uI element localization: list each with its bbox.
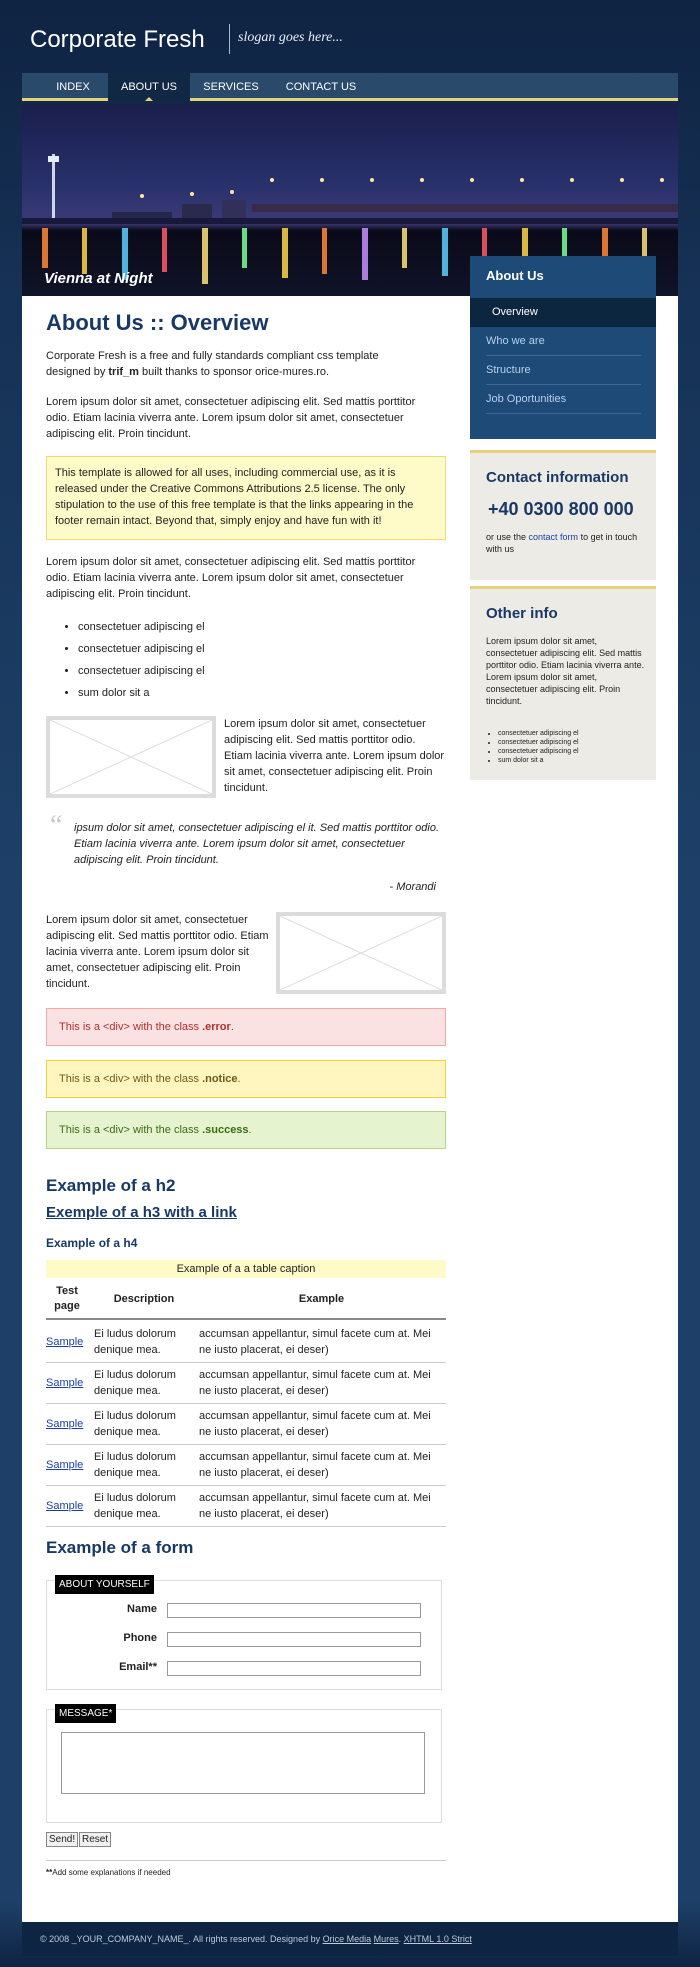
- footer-link-mures[interactable]: Mures: [373, 1934, 399, 1944]
- period: .: [230, 1021, 234, 1033]
- period: .: [248, 1124, 252, 1136]
- notice-class: .notice: [202, 1073, 238, 1085]
- legend-about-yourself: ABOUT YOURSELF: [55, 1575, 154, 1594]
- error-message: [46, 1008, 446, 1046]
- header: [0, 0, 700, 72]
- image-placeholder: [276, 912, 446, 994]
- blockquote: ipsum dolor sit amet, consectetuer adipiscing el it. Sed mattis porttitor odio. Etiam lacinia viverra ante. Lorem ipsum dolor sit amet, consectetuer adipiscing elit. Proin tincidunt.: [74, 822, 440, 866]
- success-message: [46, 1111, 446, 1149]
- contact-note-prefix: or use the: [486, 532, 529, 542]
- contact-note-suffix: to get in touch with us: [486, 532, 638, 554]
- list-item: • consectetuer adipiscing el: [498, 738, 579, 747]
- footer-copyright: © 2008 _YOUR_COMPANY_NAME_. All rights reserved. Designed by: [40, 1934, 323, 1944]
- send-button[interactable]: Send!: [46, 1832, 78, 1847]
- row-example: accumsan appellantur, simul facete cum at. Mei ne iusto placerat, ei deser): [199, 1369, 431, 1397]
- period: .: [237, 1073, 241, 1085]
- contact-info-box: [470, 450, 656, 580]
- table-row: [46, 1363, 446, 1404]
- row-description: Ei ludus dolorum denique mea.: [94, 1328, 176, 1356]
- fieldset-about-yourself: [46, 1580, 442, 1690]
- phone-label: Phone: [123, 1632, 157, 1644]
- intro-prefix: Corporate Fresh is a free and fully standards compliant css template designed by: [46, 350, 379, 378]
- intro-author: trif_m: [108, 366, 139, 378]
- error-class: .error: [202, 1021, 231, 1033]
- intro-paragraph: [46, 348, 426, 380]
- row-description: Ei ludus dolorum denique mea.: [94, 1410, 176, 1438]
- license-notice-box: This template is allowed for all uses, including commercial use, as it is released under the Creative Commons Attributions 2.5 license. The only stipulation to the use of this free template is that the links appearing in the footer remain intact. Beyond that, simply enjoy and have fun with it!: [46, 456, 446, 540]
- page-title: About Us :: Overview: [46, 310, 269, 335]
- other-info-title: Other info: [486, 605, 558, 622]
- footer-link-orice-media[interactable]: Orice Media: [322, 1934, 372, 1944]
- footnote-text: Add some explanations if needed: [52, 1868, 171, 1877]
- slogan: slogan goes here...: [238, 30, 343, 45]
- form-footnote: [46, 1868, 171, 1877]
- footer-separator: .: [398, 1934, 404, 1944]
- contact-note: [486, 531, 646, 555]
- message-textarea[interactable]: [61, 1732, 425, 1794]
- table-row: [46, 1445, 446, 1486]
- h3-example-link[interactable]: Exemple of a h3 with a link: [46, 1204, 237, 1221]
- email-label: Email**: [119, 1661, 157, 1673]
- sample-link[interactable]: Sample: [46, 1418, 84, 1430]
- quote-author: - Morandi: [389, 881, 436, 893]
- bullet-list: [78, 616, 205, 704]
- contact-phone: +40 0300 800 000: [488, 499, 634, 519]
- other-info-text: Lorem ipsum dolor sit amet, consectetuer adipiscing elit. Sed mattis porttitor odio. Etiam lacinia viverra ante. Lorem ipsum dolor sit amet, consectetuer adipiscing elit. Proin tincidunt.: [486, 636, 645, 706]
- row-description: Ei ludus dolorum denique mea.: [94, 1492, 176, 1520]
- name-label: Name: [127, 1603, 157, 1615]
- list-item: • sum dolor sit a: [498, 756, 579, 765]
- list-item: • sum dolor sit a: [78, 682, 205, 704]
- phone-field[interactable]: [167, 1632, 421, 1647]
- image-text-2: Lorem ipsum dolor sit amet, consectetuer adipiscing elit. Sed mattis porttitor odio. Etiam lacinia viverra ante. Lorem ipsum dolor sit amet, consectetuer adipiscing elit. Proin tincidunt.: [46, 914, 269, 990]
- legend-message: MESSAGE*: [55, 1704, 116, 1723]
- other-info-box: [470, 586, 656, 780]
- lorem-paragraph-2: Lorem ipsum dolor sit amet, consectetuer adipiscing elit. Sed mattis porttitor odio. Etiam lacinia viverra ante. Lorem ipsum dolor sit amet, consectetuer adipiscing elit. Proin tincidunt.: [46, 556, 416, 600]
- list-item: • consectetuer adipiscing el: [78, 660, 205, 682]
- intro-suffix: built thanks to sponsor orice-mures.ro.: [138, 366, 330, 378]
- sidebar-item-who-we-are[interactable]: Who we are: [486, 327, 641, 356]
- error-prefix: This is a <div> with the class: [59, 1021, 203, 1033]
- row-example: accumsan appellantur, simul facete cum at. Mei ne iusto placerat, ei deser): [199, 1410, 431, 1438]
- sample-link[interactable]: Sample: [46, 1377, 84, 1389]
- row-example: accumsan appellantur, simul facete cum at. Mei ne iusto placerat, ei deser): [199, 1451, 431, 1479]
- row-description: Ei ludus dolorum denique mea.: [94, 1451, 176, 1479]
- title-divider: [229, 24, 230, 54]
- sidebar-item-structure[interactable]: Structure: [486, 356, 641, 385]
- main-nav: [22, 73, 678, 101]
- email-field[interactable]: [167, 1661, 421, 1676]
- reset-button[interactable]: Reset: [79, 1832, 111, 1847]
- placeholder-cross-icon: [50, 720, 212, 794]
- site-title[interactable]: Corporate Fresh: [30, 26, 205, 53]
- row-example: accumsan appellantur, simul facete cum at. Mei ne iusto placerat, ei deser): [199, 1492, 431, 1520]
- row-example: accumsan appellantur, simul facete cum at. Mei ne iusto placerat, ei deser): [199, 1328, 431, 1356]
- contact-title: Contact information: [486, 469, 629, 486]
- notice-prefix: This is a <div> with the class: [59, 1073, 203, 1085]
- column-header-test-page: Test page: [54, 1285, 80, 1312]
- sidebar-item-overview[interactable]: Overview: [470, 298, 656, 327]
- sample-link[interactable]: Sample: [46, 1500, 84, 1512]
- list-item: • consectetuer adipiscing el: [498, 729, 579, 738]
- sidebar-nav: [470, 256, 656, 439]
- footer-link-xhtml[interactable]: XHTML 1.0 Strict: [403, 1934, 472, 1944]
- lorem-paragraph-1: Lorem ipsum dolor sit amet, consectetuer adipiscing elit. Sed mattis porttitor odio. Etiam lacinia viverra ante. Lorem ipsum dolor sit amet, consectetuer adipiscing elit. Proin tincidunt.: [46, 396, 416, 440]
- form-divider: [46, 1860, 446, 1861]
- contact-form-link[interactable]: contact form: [528, 532, 579, 542]
- hero-caption: Vienna at Night: [44, 270, 153, 287]
- sample-link[interactable]: Sample: [46, 1336, 84, 1348]
- name-field[interactable]: [167, 1603, 421, 1618]
- table-row: [46, 1322, 446, 1363]
- sidebar-nav-title: About Us: [486, 268, 544, 283]
- table-row: [46, 1404, 446, 1445]
- image-placeholder: [46, 716, 216, 798]
- nav-item-contact-us[interactable]: CONTACT US: [285, 81, 357, 93]
- row-description: Ei ludus dolorum denique mea.: [94, 1369, 176, 1397]
- quote-mark-icon: “: [50, 810, 63, 841]
- footer: [22, 1922, 678, 1956]
- other-info-list: [498, 729, 579, 765]
- footnote-mark: **: [46, 1868, 53, 1877]
- image-text-1: Lorem ipsum dolor sit amet, consectetuer adipiscing elit. Sed mattis porttitor odio. Etiam lacinia viverra ante. Lorem ipsum dolor sit amet, consectetuer adipiscing elit. Proin tincidunt.: [224, 718, 445, 794]
- list-item: • consectetuer adipiscing el: [78, 638, 205, 660]
- table-header: [46, 1280, 446, 1320]
- column-header-example: Example: [298, 1293, 345, 1305]
- list-item: • consectetuer adipiscing el: [78, 616, 205, 638]
- form-title: Example of a form: [46, 1538, 194, 1557]
- table-row: [46, 1486, 446, 1527]
- table-caption: Example of a a table caption: [46, 1260, 446, 1278]
- sidebar-item-job-oportunities[interactable]: Job Oportunities: [486, 385, 641, 414]
- sample-link[interactable]: Sample: [46, 1459, 84, 1471]
- h4-example: Example of a h4: [46, 1236, 138, 1250]
- placeholder-cross-icon: [280, 916, 442, 990]
- nav-item-about-us[interactable]: ABOUT US: [108, 73, 190, 101]
- column-header-description: Description: [113, 1293, 175, 1305]
- success-prefix: This is a <div> with the class: [59, 1124, 203, 1136]
- nav-item-index[interactable]: INDEX: [56, 81, 90, 93]
- fieldset-message: [46, 1709, 442, 1823]
- success-class: .success: [202, 1124, 249, 1136]
- list-item: • consectetuer adipiscing el: [498, 747, 579, 756]
- h2-example: Example of a h2: [46, 1176, 176, 1195]
- nav-item-services[interactable]: SERVICES: [203, 81, 259, 93]
- notice-message: [46, 1060, 446, 1098]
